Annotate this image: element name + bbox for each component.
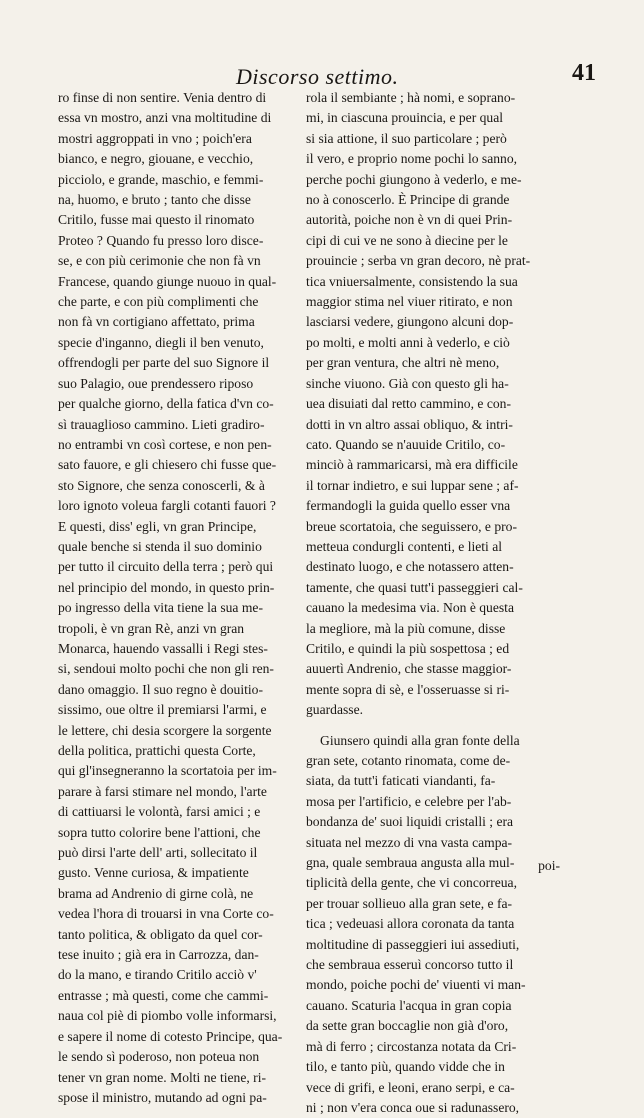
paragraph-1 [306, 88, 560, 721]
text-line: E questi, diss' egli, vn gran Principe, [58, 518, 257, 534]
text-line: destinato luogo, e che notassero atten- [306, 559, 514, 575]
text-line: auuertì Andrenio, che stasse maggior- [306, 661, 512, 677]
text-line: per tutto il circuito della terra ; però qui [58, 559, 274, 575]
text-line: gran sete, cotanto rinomata, come de- [306, 753, 511, 768]
text-line: mosa per l'artificio, e celebre per l'ab- [306, 793, 512, 809]
text-line: gna, quale sembraua angusta alla mul- [306, 855, 515, 871]
text-line: tese inuito ; già era in Carrozza, dan- [58, 947, 259, 963]
text-line: specie d'inganno, diegli il ben venuto, [58, 334, 264, 350]
text-line: spose il ministro, mutando ad ogni pa- [58, 1089, 267, 1105]
paragraph-2 [306, 731, 560, 1118]
text-line: no à conoscerlo. È Principe di grande [306, 192, 510, 208]
text-line: cauano. Scaturia l'acqua in gran copia [306, 997, 512, 1013]
text-line: rola il sembiante ; hà nomi, e soprano- [306, 90, 516, 105]
text-line: qui gl'insegneranno la scortatoia per im- [58, 763, 277, 779]
text-line: dano omaggio. Il suo regno è douitio- [58, 681, 264, 697]
text-line: può dirsi l'arte dell' arti, sollecitato il [58, 845, 258, 861]
text-line: minciò à rammaricarsi, mà era difficile [306, 457, 518, 473]
text-line: che sembraua esseruì concorso tutto il [306, 957, 514, 973]
text-line: quale benche si stenda il suo dominio [58, 538, 262, 554]
text-line: mà di ferro ; circostanza notata da Cri- [306, 1038, 517, 1054]
text-line: tropoli, è vn gran Rè, anzi vn gran [58, 620, 245, 636]
text-line: dotti in vn altro assai obliquo, & intri- [306, 416, 513, 432]
text-line: brama ad Andrenio di girne colà, ne [58, 885, 254, 901]
text-line: che parte, e con più complimenti che [58, 294, 259, 310]
text-line: tica ; vedeuasi allora coronata da tanta [306, 916, 515, 932]
text-line: moltitudine di passeggieri iui assediuti, [306, 936, 520, 952]
text-line: sinche viuono. Già con questo gli ha- [306, 375, 509, 391]
text-line: Francese, quando giunge nuouo in qual- [58, 273, 277, 289]
text-line: guardasse. [306, 702, 363, 718]
text-line: bianco, e negro, giouane, e vecchio, [58, 151, 254, 167]
text-line: offrendogli per parte del suo Signore il [58, 355, 270, 371]
text-line: Critilo, fusse mai questo il rinomato [58, 212, 255, 228]
text-line: na, huomo, e bruto ; tanto che disse [58, 192, 251, 208]
text-line: sì trauaglioso cammino. Lieti gradiro- [58, 416, 265, 432]
text-line: cipi di cui ve ne sono à diecine per le [306, 232, 508, 248]
text-line: po molti, e molti anni à vederlo, e ciò [306, 334, 510, 350]
text-line: gusto. Venne curiosa, & impatiente [58, 865, 249, 881]
left-column [58, 88, 310, 1105]
page-header [56, 58, 596, 92]
text-line: siata, da tutt'i faticati viandanti, fa- [306, 773, 496, 789]
text-line: uea disuiati dal retto cammino, e con- [306, 396, 511, 412]
text-line: sto Signore, che senza conoscerli, & à [58, 477, 265, 493]
text-line: no entrambi vn così cortese, e non pen- [58, 436, 272, 452]
text-line: tanto politica, & obligato da quel cor- [58, 926, 263, 942]
text-line: autorità, poiche non è vn di quei Prin- [306, 212, 513, 228]
catchword: poi- [538, 858, 560, 873]
text-line: le sendo sì poderoso, non poteua non [58, 1049, 260, 1065]
text-line: e sapere il nome di cotesto Principe, qua- [58, 1028, 283, 1044]
text-line: cato. Quando se n'auuide Critilo, co- [306, 436, 506, 452]
text-line: sato fauore, e gli chiesero chi fusse que- [58, 457, 277, 473]
text-line: essa vn mostro, anzi vna moltitudine di [58, 110, 272, 126]
text-line: tamente, che quasi tutt'i passeggieri cal- [306, 579, 523, 595]
text-line: maggior stima nel viuer ritirato, e non [306, 294, 513, 310]
text-line: prouincie ; serba vn gran decoro, nè prat- [306, 253, 531, 269]
text-line: mente sopra di sè, e l'osseruasse si ri- [306, 681, 510, 697]
text-line: vece di grifi, e leoni, erano serpi, e ca- [306, 1079, 515, 1095]
text-line: il vero, e proprio nome pochi lo sanno, [306, 151, 518, 167]
text-line: mondo, poiche pochi de' viuenti vi man- [306, 977, 526, 993]
text-line: mi, in ciascuna prouincia, e per qual [306, 110, 504, 126]
text-line: po ingresso della vita tiene la sua me- [58, 600, 263, 616]
text-line: perche pochi giungono à vederlo, e me- [306, 171, 522, 187]
text-line: da sette gran boccaglie non già d'oro, [306, 1018, 509, 1034]
text-line: per trouar sollieuo alla gran sete, e fa- [306, 895, 513, 911]
text-line: tener vn gran nome. Molti ne tiene, ri- [58, 1069, 266, 1085]
text-line: lasciarsi vedere, giungono alcuni dop- [306, 314, 514, 330]
text-line: sissimo, oue oltre il premiarsi l'armi, e [58, 702, 267, 718]
right-column [306, 88, 560, 1115]
text-line: tilo, e tanto più, quando vidde che in [306, 1059, 505, 1075]
text-line: ni ; non v'era conca oue si radunassero, [306, 1099, 520, 1115]
paragraph-break [306, 721, 560, 731]
page-number: 41 [572, 60, 596, 86]
text-line: suo Palagio, oue prendessero riposo [58, 375, 254, 391]
text-line: Critilo, e quindi la più sospettosa ; ed [306, 640, 510, 656]
text-line: metteua condurgli contenti, e lieti al [306, 538, 503, 554]
text-line: nel principio del mondo, in questo prin- [58, 579, 275, 595]
text-line: Giunsero quindi alla gran fonte della [320, 732, 520, 748]
text-line: se, e con più cerimonie che non fà vn [58, 253, 261, 269]
text-line: mostri aggroppati in vno ; poich'era [58, 130, 252, 146]
text-line: il tornar indietro, e sui luppar sene ; af- [306, 477, 519, 493]
text-line: naua col piè di piombo volle informarsi, [58, 1008, 277, 1024]
text-line: loro ignoto voleua fargli cotanti fauori ? [58, 498, 276, 514]
text-line: fermandogli la guida quello esser vna [306, 498, 511, 514]
text-line: cauano la medesima via. Non è questa [306, 600, 514, 616]
text-line: della politica, prattichi questa Corte, [58, 743, 256, 758]
text-line: di cattiuarsi le volontà, farsi amici ; e [58, 804, 261, 820]
text-line: sopra tutto colorire bene l'attioni, che [58, 824, 261, 840]
text-line: tica vniuersalmente, consistendo la sua [306, 273, 518, 289]
text-line: situata nel mezzo di vna vasta campa- [306, 834, 513, 850]
text-line: la megliore, mà la più comune, disse [306, 620, 506, 636]
text-line: tiplicità della gente, che vi concorreua, [306, 875, 517, 891]
running-head: Discorso settimo. [236, 64, 399, 89]
text-line: picciolo, e grande, maschio, e femmi- [58, 171, 264, 187]
text-line: breue scortatoia, che seguissero, e pro- [306, 518, 517, 534]
text-line: entrasse ; mà questi, come che cammi- [58, 987, 269, 1003]
text-line: per qualche giorno, della fatica d'vn co- [58, 396, 274, 412]
text-line: le lettere, chi desia scorgere la sorgente [58, 722, 272, 738]
text-line: do la mano, e tirando Critilo acciò v' [58, 967, 257, 983]
text-line: bondanza de' suoi liquidi cristalli ; era [306, 814, 514, 830]
text-line: Proteo ? Quando fu presso loro disce- [58, 232, 264, 248]
text-line: Monarca, hauendo vassalli i Regi stes- [58, 640, 268, 656]
text-line: per gran ventura, che altri nè meno, [306, 355, 500, 371]
text-line: non fà vn cortigiano affettato, prima [58, 314, 255, 330]
text-line: parare à farsi stimare nel mondo, l'arte [58, 783, 267, 799]
text-line: si, sendoui molto pochi che non gli ren- [58, 661, 274, 677]
text-line: vedea l'hora di trouarsi in vna Corte co- [58, 906, 274, 922]
text-line: si sia attione, il suo particolare ; però [306, 130, 507, 146]
text-line: ro finse di non sentire. Venia dentro di [58, 90, 267, 105]
